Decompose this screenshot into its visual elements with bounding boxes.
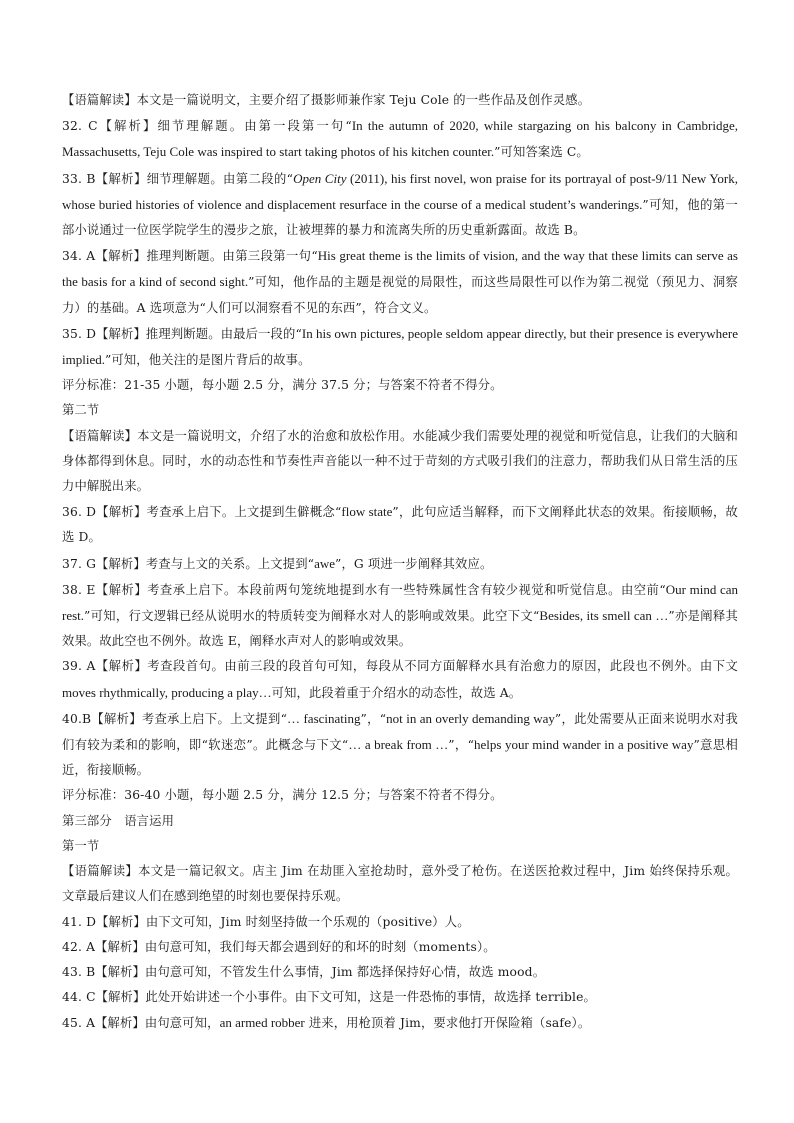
- text-segment: ”可知，他作品的主题是视觉的局限性，而这些局限性可以作为第二视觉（预见力、洞察力）的基础。A 选项意为“人们可以洞察看不见的东西”，符合文义。: [62, 275, 739, 315]
- paragraph: [62, 373, 738, 398]
- paragraph: [62, 551, 738, 577]
- english-quote: His great theme is the limits of vision, and the way that these limits can serve as the basis for a kind of second sight.: [62, 248, 738, 290]
- text-segment: 【语篇解读】本文是一篇说明文，主要介绍了摄影师兼作家 Teju Cole 的一些作品及创作灵感。: [62, 93, 591, 107]
- paragraph: [62, 809, 738, 834]
- english-quote: Open City: [293, 170, 347, 186]
- text-segment: 【语篇解读】本文是一篇记叙文。店主 Jim 在劫匪入室抢劫时，意外受了枪伤。在送医抢救过程中，Jim 始终保持乐观。文章最后建议人们在感到绝望的时刻也要保持乐观。: [62, 864, 738, 904]
- english-quote: awe: [314, 555, 336, 571]
- paragraph: [62, 424, 738, 500]
- text-segment: 41. D【解析】由下文可知，Jim 时刻坚持做一个乐观的（positive）人。: [62, 914, 470, 929]
- text-segment: ”，“: [360, 711, 387, 726]
- paragraph: [62, 113, 738, 165]
- text-segment: 36. D【解析】考查承上启下。上文提到生僻概念“: [62, 505, 342, 520]
- english-quote: helps your mind wander in a positive way: [474, 737, 694, 753]
- text-segment: 第二节: [62, 403, 100, 418]
- text-segment: 32. C【解析】细节理解题。由第一段第一句“: [62, 119, 352, 134]
- text-segment: ”可知，行文逻辑已经从说明水的特质转变为阐释水对人的影响或效果。此空下文“: [84, 609, 540, 624]
- text-segment: 进来，用枪顶着 Jim，要求他打开保险箱（safe）。: [304, 1016, 591, 1031]
- text-segment: ”，此句应适当解释，而下文阐释此状态的效果。衔接顺畅，故选 D。: [62, 505, 738, 545]
- english-quote: flow state: [341, 504, 393, 520]
- text-segment: ”，“: [448, 738, 475, 753]
- text-segment: 44. C【解析】此处开始讲述一个小事件。由下文可知，这是一件恐怖的事情，故选择 terrible。: [62, 990, 596, 1005]
- text-segment: ”，G 项进一步阐释其效应。: [335, 556, 493, 571]
- english-quote: not in an overly demanding way: [386, 710, 555, 726]
- text-segment: 38. E【解析】考查承上启下。本段前两句笼统地提到水有一些特殊属性含有较少视觉和听觉信息。由空前“: [62, 582, 666, 597]
- paragraph: [62, 834, 738, 859]
- text-segment: 43. B【解析】由句意可知，不管发生什么事情，Jim 都选择保持好心情，故选 mood。: [62, 964, 546, 979]
- english-quote: Besides, its smell can …: [539, 608, 669, 624]
- text-segment: 第一节: [62, 838, 100, 853]
- paragraph: [62, 960, 738, 985]
- text-segment: ”可知，他关注的是图片背后的故事。: [104, 353, 311, 368]
- text-segment: 45. A【解析】由句意可知，: [62, 1016, 220, 1031]
- english-quote: moves rhythmically, producing a play…: [62, 684, 272, 700]
- paragraph: [62, 499, 738, 550]
- paragraph: [62, 88, 738, 113]
- text-segment: 【语篇解读】本文是一篇说明文，介绍了水的治愈和放松作用。水能减少我们需要处理的视觉和听觉信息，让我们的大脑和身体都得到休息。同时，水的动态性和节奏性声音能以一种不过于苛刻的方式吸引我们的注意力，帮助我们从日常生活的压力中解脱出来。: [62, 428, 738, 494]
- answer-key-document: [62, 88, 738, 1037]
- paragraph: [62, 243, 738, 321]
- paragraph: [62, 935, 738, 960]
- paragraph: [62, 654, 738, 705]
- english-quote: … a break from …: [348, 737, 449, 753]
- text-segment: ”可知答案选 C。: [494, 145, 589, 160]
- paragraph: [62, 577, 738, 655]
- english-quote: (2011), his first novel, won praise for its portrayal of post-9/11 New York, whose buried histories of violence and displacement resurface in the course of a medical student’s wanderings.: [62, 170, 738, 212]
- english-quote: an armed robber: [219, 1015, 305, 1031]
- paragraph: [62, 859, 738, 909]
- paragraph: [62, 783, 738, 808]
- text-segment: 39. A【解析】考查段首句。由前三段的段首句可知，每段从不同方面解释水具有治愈力的原因，此段也不例外。由下文: [62, 659, 738, 674]
- document-body: [62, 88, 738, 1037]
- english-quote: In the autumn of 2020, while stargazing on his balcony in Cambridge, Massachusetts, Teju Cole was inspired to start taking photos of his kitchen counter.: [62, 118, 738, 160]
- text-segment: 33. B【解析】细节理解题。由第二段的“: [62, 171, 294, 186]
- text-segment: 40.B【解析】考查承上启下。上文提到“: [62, 711, 288, 726]
- text-segment: 35. D【解析】推理判断题。由最后一段的“: [62, 326, 302, 341]
- paragraph: [62, 1010, 738, 1036]
- text-segment: 评分标准：36-40 小题，每小题 2.5 分，满分 12.5 分；与答案不符者不得分。: [62, 788, 503, 803]
- paragraph: [62, 985, 738, 1010]
- paragraph: [62, 706, 738, 784]
- text-segment: 可知，此段着重于介绍水的动态性，故选 A。: [271, 685, 522, 700]
- english-quote: Our mind can rest.: [62, 581, 738, 624]
- text-segment: 评分标准：21-35 小题，每小题 2.5 分，满分 37.5 分；与答案不符者不得分。: [62, 378, 503, 393]
- text-segment: ”可知，他的第一部小说通过一位医学院学生的漫步之旅，让被埋葬的暴力和流离失所的历史重新露面。故选 B。: [62, 197, 738, 238]
- paragraph: [62, 910, 738, 935]
- paragraph: [62, 166, 738, 244]
- paragraph: [62, 321, 738, 373]
- text-segment: ”意思相近，衔接顺畅。: [62, 738, 738, 778]
- text-segment: ”，此处需要从正面来说明水对我们有较为柔和的影响，即“软迷恋”。此概念与下文“: [62, 711, 738, 753]
- text-segment: 34. A【解析】推理判断题。由第三段第一句“: [62, 249, 318, 264]
- text-segment: 42. A【解析】由句意可知，我们每天都会遇到好的和坏的时刻（moments）。: [62, 939, 496, 954]
- text-segment: 第三部分 语言运用: [62, 813, 175, 828]
- text-segment: 37. G【解析】考查与上文的关系。上文提到“: [62, 556, 315, 571]
- english-quote: In his own pictures, people seldom appear directly, but their presence is everywhere implied.: [62, 325, 738, 368]
- paragraph: [62, 398, 738, 423]
- english-quote: … fascinating: [287, 710, 361, 726]
- text-segment: ”亦是阐释其效果。故此空也不例外。故选 E，阐释水声对人的影响或效果。: [62, 609, 739, 649]
